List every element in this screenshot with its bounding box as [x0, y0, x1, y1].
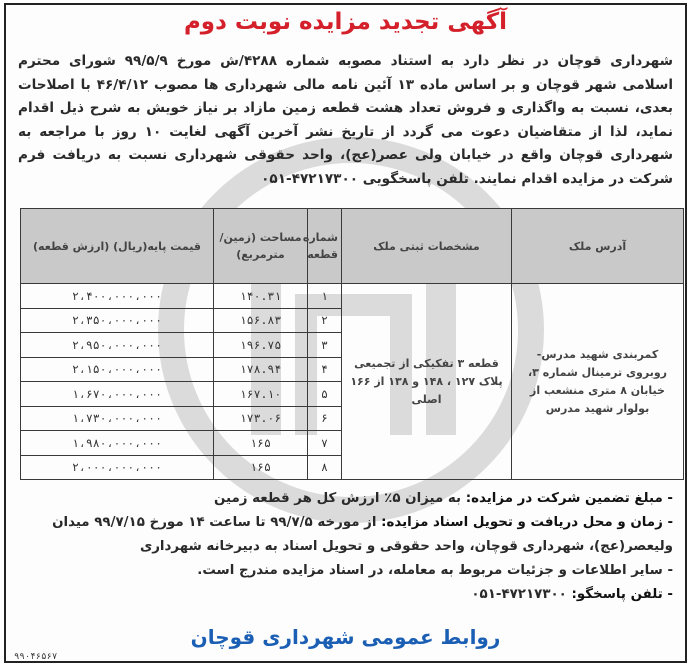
- header-registry: مشخصات ثبتی ملک: [342, 209, 512, 284]
- lot-area: ۱۷۳.۰۶: [214, 406, 308, 431]
- intro-paragraph: شهرداری قوچان در نظر دارد به استناد مصوبه شماره ۴۲۸۸/ش مورخ ۹۹/۵/۹ شورای محترم اسلامی شهر قوچان و بر اساس ماده ۱۳ آئین نامه مالی شهرداری ها مصوب ۴۶/۴/۱۲ با اصلاحات بعدی، نسبت به واگذاری و فروش تعداد هشت قطعه زمین مازاد بر نیاز خویش به شرح ذیل اقدام نماید، لذا از متقاضیان دعوت می گردد از تاریخ نشر آخرین آگهی لغایت ۱۰ روز با مراجعه به شهرداری قوچان واقع در خیابان ولی عصر(عج)، واحد حقوقی شهرداری نسبت به دریافت فرم شرکت در مزایده اقدام نمایند. تلفن پاسخگویی ۴۷۲۱۷۳۰۰-۰۵۱: [18, 53, 674, 187]
- lot-price: ۱،۶۷۰،۰۰۰،۰۰۰: [21, 382, 214, 407]
- registry-details: قطعه ۳ تفکیکی از تجمیعی پلاک ۱۲۷ ، ۱۴۸ و ۱۳۸ از ۱۶۶ اصلی: [342, 284, 512, 480]
- advertisement-frame: [4, 3, 687, 663]
- property-address: کمربندی شهید مدرس- روبروی ترمینال شماره ۳، خیابان ۸ متری منشعب از بولوار شهید مدرس: [512, 284, 684, 480]
- lot-area: ۱۹۶.۷۵: [214, 333, 308, 358]
- lot-price: ۲،۱۵۰،۰۰۰،۰۰۰: [21, 357, 214, 382]
- lot-price: ۲،۹۵۰،۰۰۰،۰۰۰: [21, 333, 214, 358]
- lot-price: ۲،۴۰۰،۰۰۰،۰۰۰: [21, 284, 214, 309]
- lot-number: ۳: [308, 333, 342, 358]
- terms-list: [18, 487, 673, 607]
- lot-area: ۱۶۵: [214, 431, 308, 456]
- header-lot-number: شماره قطعه: [308, 209, 342, 284]
- lot-area: ۱۷۸.۹۴: [214, 357, 308, 382]
- ad-title: آگهی تجدید مزایده نوبت دوم: [183, 9, 508, 35]
- lot-number: ۷: [308, 431, 342, 456]
- time-place-label: - زمان و محل دریافت و تحویل اسناد مزایده:: [381, 515, 673, 530]
- lot-number: ۴: [308, 357, 342, 382]
- phone-text: ۴۷۲۱۷۳۰۰-۰۵۱: [471, 587, 567, 602]
- ad-code: ۹۹۰۴۶۵۶۷: [14, 652, 58, 662]
- lot-price: ۱،۹۸۰،۰۰۰،۰۰۰: [21, 431, 214, 456]
- header-area: مساحت (زمین/مترمربع): [214, 209, 308, 284]
- time-place-item: [18, 511, 673, 559]
- lot-number: ۲: [308, 308, 342, 333]
- deposit-label: - مبلغ تضمین شرکت در مزایده:: [465, 491, 673, 506]
- header-address: آدرس ملک: [512, 209, 684, 284]
- lots-table: [20, 208, 684, 480]
- table-row: [21, 284, 684, 309]
- lot-area: ۱۵۶.۸۳: [214, 308, 308, 333]
- lot-number: ۵: [308, 382, 342, 407]
- phone-label: - تلفن پاسخگو:: [571, 587, 673, 602]
- lot-area: ۱۴۰.۳۱: [214, 284, 308, 309]
- time-place-text: از مورخه ۹۹/۷/۵ تا ساعت ۱۴ مورخ ۹۹/۷/۱۵ میدان ولیعصر(عج)، شهرداری قوچان، واحد حقوقی و تحویل اسناد به دبیرخانه شهرداری: [52, 515, 673, 554]
- lot-price: ۲،۳۵۰،۰۰۰،۰۰۰: [21, 308, 214, 333]
- phone-item: [18, 583, 673, 607]
- deposit-text: به میزان ۵٪ ارزش کل هر قطعه زمین: [213, 491, 462, 506]
- public-relations-signature: روابط عمومی شهرداری قوچان: [190, 625, 501, 649]
- lot-number: ۱: [308, 284, 342, 309]
- header-base-price: قیمت پایه(ریال) (ارزش قطعه): [21, 209, 214, 284]
- lot-number: ۸: [308, 455, 342, 480]
- deposit-item: [18, 487, 673, 511]
- table-header-row: [21, 209, 684, 284]
- lot-area: ۱۶۵: [214, 455, 308, 480]
- lot-area: ۱۶۷.۱۰: [214, 382, 308, 407]
- other-info-item: - سایر اطلاعات و جزئیات مربوط به معامله، در اسناد مزایده مندرج است.: [197, 563, 673, 578]
- lot-number: ۶: [308, 406, 342, 431]
- lot-price: ۲،۰۰۰،۰۰۰،۰۰۰: [21, 455, 214, 480]
- lot-price: ۱،۷۳۰،۰۰۰،۰۰۰: [21, 406, 214, 431]
